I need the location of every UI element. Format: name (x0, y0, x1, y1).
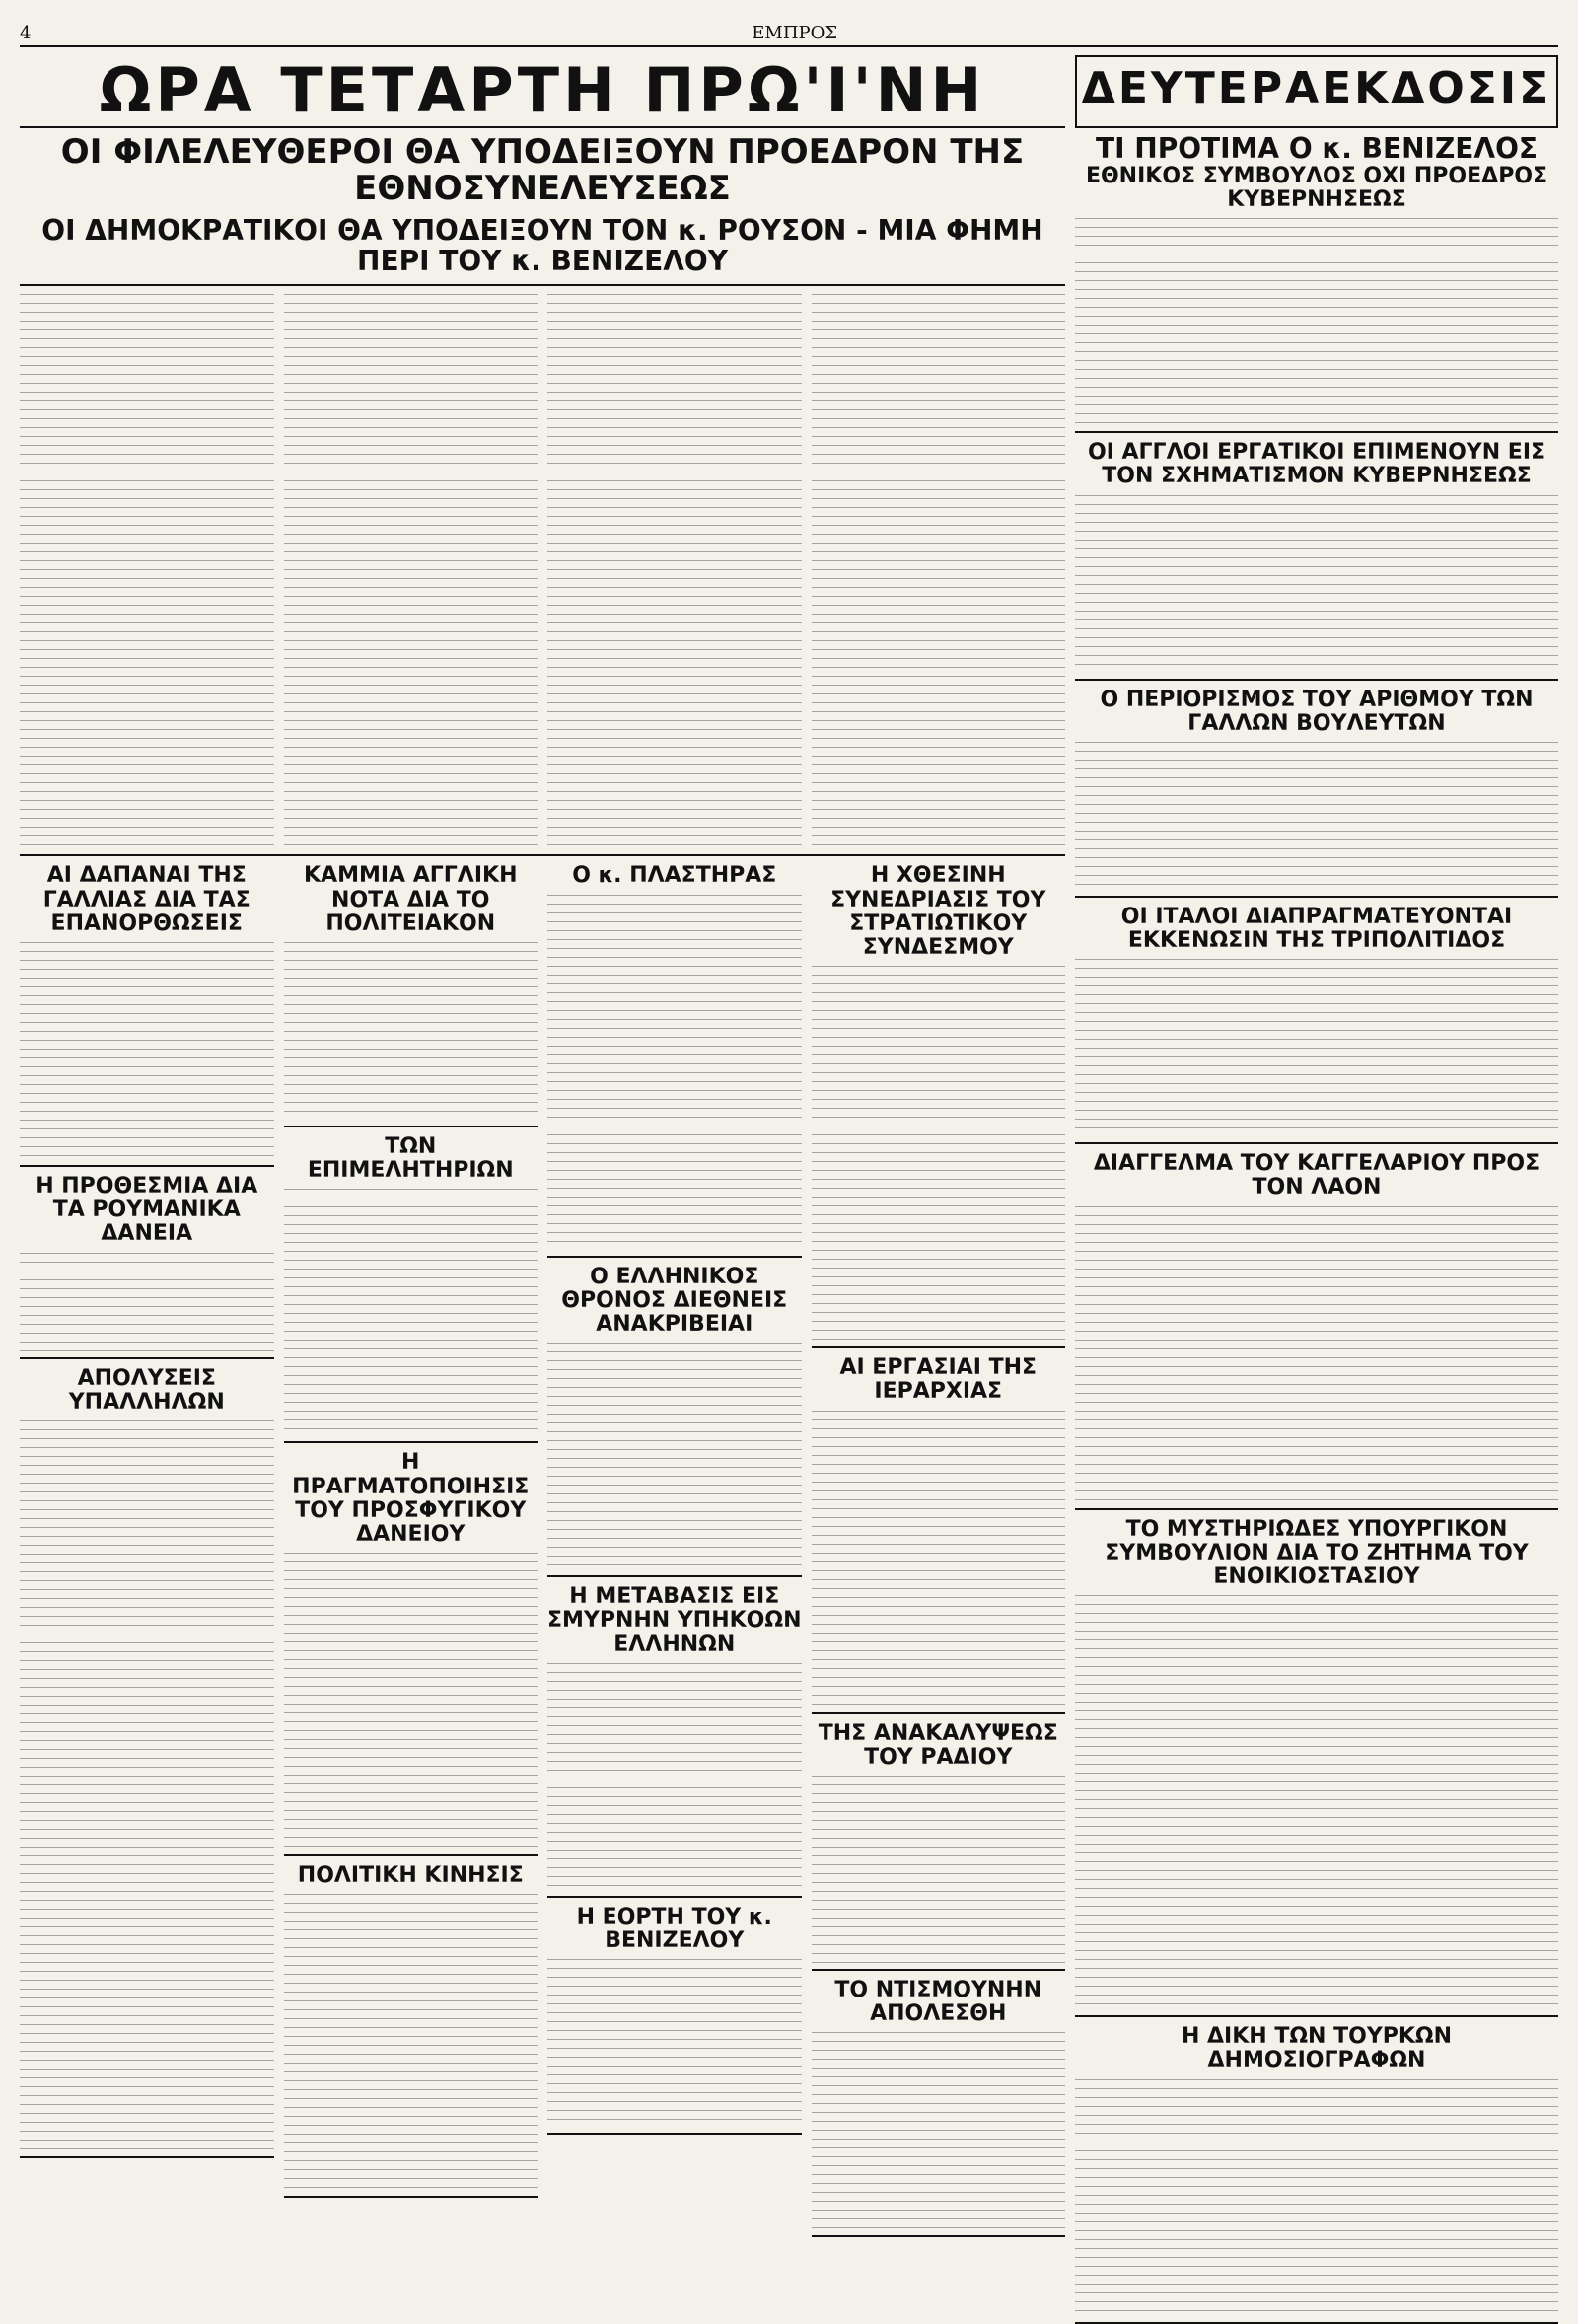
side-text (1075, 1595, 1558, 2009)
story-headline: Η ΠΡΟΘΕΣΜΙΑ ΔΙΑ ΤΑ ΡΟΥΜΑΝΙΚΑ ΔΑΝΕΙΑ (36, 1173, 258, 1247)
story-headline: Η ΧΘΕΣΙΝΗ ΣΥΝΕΔΡΙΑΣΙΣ ΤΟΥ ΣΤΡΑΤΙΩΤΙΚΟΥ ΣΥΝΔΕΣΜΟΥ (830, 863, 1046, 960)
side-text (1075, 1206, 1558, 1502)
story-headline: Η ΜΕΤΑΒΑΣΙΣ ΕΙΣ ΣΜΥΡΝΗΝ ΥΠΗΚΟΩΝ ΕΛΛΗΝΩΝ (547, 1584, 802, 1657)
lead-text-col-2 (284, 294, 538, 846)
paper-name: ΕΜΠΡΟΣ (752, 22, 838, 43)
lead-headline-1: ΟΙ ΦΙΛΕΛΕΥΘΕΡΟΙ ΘΑ ΥΠΟΔΕΙΞΟΥΝ ΠΡΟΕΔΡΟΝ ΤΗΣ ΕΘΝΟΣΥΝΕΛΕΥΣΕΩΣ (60, 132, 1025, 209)
story-headline: ΑΠΟΛΥΣΕΙΣ ΥΠΑΛΛΗΛΩΝ (68, 1365, 225, 1415)
lead-text-col-3 (547, 294, 802, 846)
story-text (812, 2032, 1066, 2229)
story-headline: Η ΠΡΑΓΜΑΤΟΠΟΙΗΣΙΣ ΤΟΥ ΠΡΟΣΦΥΓΙΚΟΥ ΔΑΝΕΙΟΥ (292, 1450, 530, 1547)
story-text (284, 1189, 538, 1435)
story-headline: ΤΟ ΝΤΙΣΜΟΥΝΗΝ ΑΠΟΛΕΣΘΗ (834, 1977, 1042, 2027)
story-text (284, 1894, 538, 2190)
story-text (547, 1959, 802, 2127)
story-headline: ΚΑΜΜΙΑ ΑΓΓΛΙΚΗ ΝΟΤΑ ΔΙΑ ΤΟ ΠΟΛΙΤΕΙΑΚΟΝ (304, 863, 518, 936)
page-number: 4 (20, 22, 32, 43)
side-headline: ΔΙΑΓΓΕΛΜΑ ΤΟΥ ΚΑΓΓΕΛΑΡΙΟΥ ΠΡΟΣ ΤΟΝ ΛΑΟΝ (1093, 1151, 1541, 1200)
story-text (812, 1411, 1066, 1707)
story-text (284, 1553, 538, 1849)
side-headline: ΤΙ ΠΡΟΤΙΜΑ Ο κ. ΒΕΝΙΖΕΛΟΣ (1096, 132, 1538, 165)
story-text (20, 1253, 274, 1351)
story-headline: ΤΗΣ ΑΝΑΚΑΛΥΨΕΩΣ ΤΟΥ ΡΑΔΙΟΥ (818, 1720, 1058, 1770)
side-headline: ΟΙ ΙΤΑΛΟΙ ΔΙΑΠΡΑΓΜΑΤΕΥΟΝΤΑΙ ΕΚΚΕΝΩΣΙΝ ΤΗΣ ΤΡΙΠΟΛΙΤΙΔΟΣ (1120, 904, 1513, 954)
story-text (20, 942, 274, 1159)
story-text (812, 966, 1066, 1341)
lead-text-col-1 (20, 294, 274, 846)
side-headline: Ο ΠΕΡΙΟΡΙΣΜΟΣ ΤΟΥ ΑΡΙΘΜΟΥ ΤΩΝ ΓΑΛΛΩΝ ΒΟΥΛΕΥΤΩΝ (1100, 687, 1534, 736)
story-text (20, 1420, 274, 2150)
story-headline: ΤΩΝ ΕΠΙΜΕΛΗΤΗΡΙΩΝ (307, 1133, 514, 1184)
story-text (812, 1776, 1066, 1963)
story-text (547, 895, 802, 1250)
story-headline: ΑΙ ΔΑΠΑΝΑΙ ΤΗΣ ΓΑΛΛΙΑΣ ΔΙΑ ΤΑΣ ΕΠΑΝΟΡΘΩΣΕΙΣ (42, 863, 251, 936)
story-text (547, 1663, 802, 1890)
side-text (1075, 2079, 1558, 2316)
lead-headline-2: ΟΙ ΔΗΜΟΚΡΑΤΙΚΟΙ ΘΑ ΥΠΟΔΕΙΞΟΥΝ ΤΟΝ κ. ΡΟΥΣΟΝ - ΜΙΑ ΦΗΜΗ ΠΕΡΙ ΤΟΥ κ. ΒΕΝΙΖΕΛΟΥ (41, 213, 1043, 277)
main-banner: ΩΡΑ ΤΕΤΑΡΤΗ ΠΡΩ'Ι'ΝΗ (20, 55, 1065, 128)
side-headline: ΟΙ ΑΓΓΛΟΙ ΕΡΓΑΤΙΚΟΙ ΕΠΙΜΕΝΟΥΝ ΕΙΣ ΤΟΝ ΣΧΗΜΑΤΙΣΜΟΝ ΚΥΒΕΡΝΗΣΕΩΣ (1087, 440, 1546, 489)
side-banner: ΔΕΥΤΕΡΑΕΚΔΟΣΙΣ (1075, 55, 1558, 128)
side-text (1075, 495, 1558, 673)
story-headline: ΑΙ ΕΡΓΑΣΙΑΙ ΤΗΣ ΙΕΡΑΡΧΙΑΣ (839, 1355, 1038, 1405)
side-headline: Η ΔΙΚΗ ΤΩΝ ΤΟΥΡΚΩΝ ΔΗΜΟΣΙΟΓΡΑΦΩΝ (1181, 2024, 1453, 2073)
side-text (1075, 959, 1558, 1136)
story-text (547, 1343, 802, 1569)
story-headline: Η ΕΟΡΤΗ ΤΟΥ κ. ΒΕΝΙΖΕΛΟΥ (576, 1904, 772, 1953)
story-headline: Ο ΕΛΛΗΝΙΚΟΣ ΘΡΟΝΟΣ ΔΙΕΘΝΕΙΣ ΑΝΑΚΡΙΒΕΙΑΙ (561, 1264, 788, 1337)
newspaper-page (20, 20, 1558, 2212)
side-headline: ΤΟ ΜΥΣΤΗΡΙΩΔΕΣ ΥΠΟΥΡΓΙΚΟΝ ΣΥΜΒΟΥΛΙΟΝ ΔΙΑ ΤΟ ΖΗΤΗΜΑ ΤΟΥ ΕΝΟΙΚΙΟΣΤΑΣΙΟΥ (1105, 1516, 1529, 1590)
side-text (1075, 742, 1558, 890)
masthead-line (20, 20, 1558, 47)
story-headline: Ο κ. ΠΛΑΣΤΗΡΑΣ (572, 863, 777, 889)
story-text (284, 942, 538, 1120)
side-subhead: ΕΘΝΙΚΟΣ ΣΥΜΒΟΥΛΟΣ ΟΧΙ ΠΡΟΕΔΡΟΣ ΚΥΒΕΡΝΗΣΕΩΣ (1085, 163, 1548, 212)
side-text (1075, 218, 1558, 425)
story-headline: ΠΟΛΙΤΙΚΗ ΚΙΝΗΣΙΣ (297, 1863, 524, 1889)
lead-text-col-4 (812, 294, 1066, 846)
